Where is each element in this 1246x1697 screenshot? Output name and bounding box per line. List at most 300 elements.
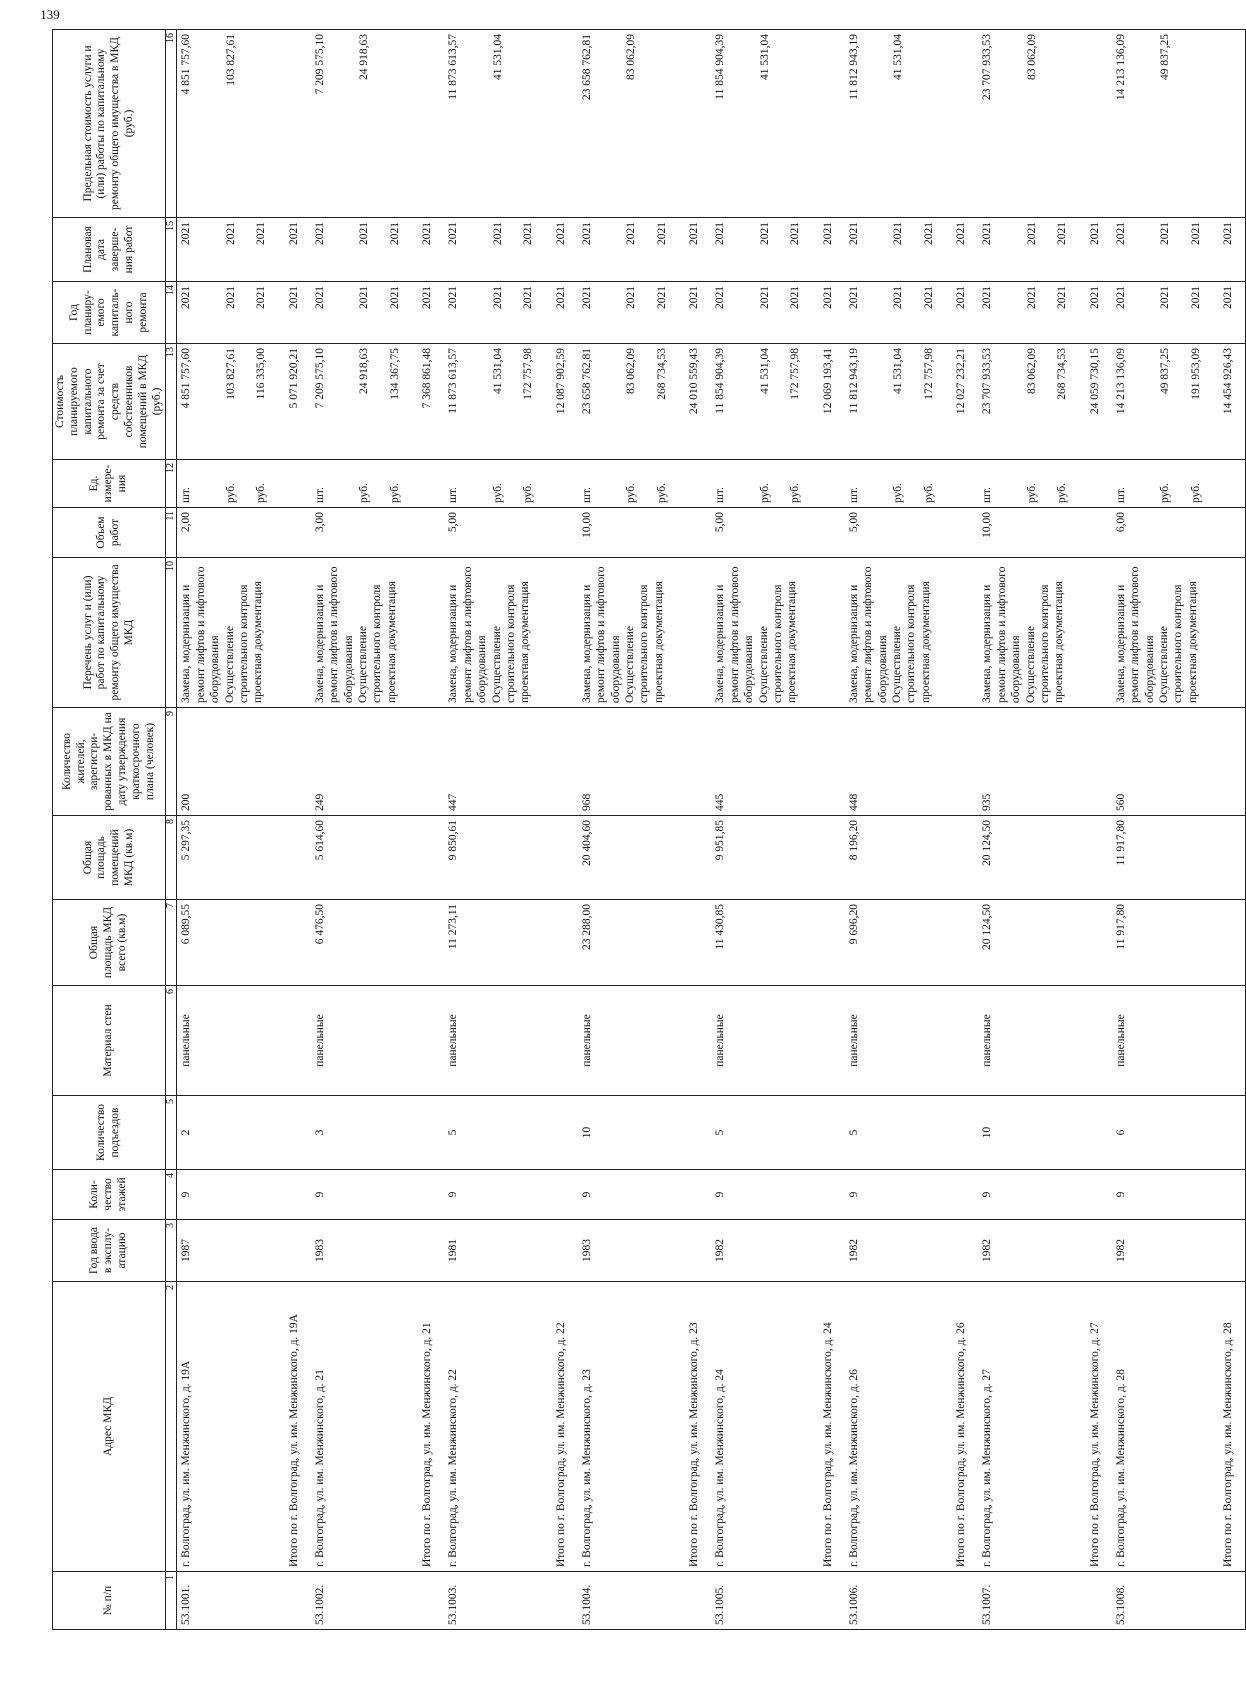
work-volume [491, 512, 505, 553]
total-row [286, 30, 311, 1630]
work-unit-cell [444, 460, 552, 508]
work-year: 2021 [358, 286, 371, 309]
commission-year: 1982 [1112, 1220, 1220, 1282]
empty-cell [953, 900, 978, 986]
work-cost: 23 707 933,53 [981, 348, 994, 415]
total-label: Итого по г. Волгоград, ул. им. Менжинского, д. 26 [953, 1282, 978, 1572]
work-year: 2021 [255, 286, 268, 309]
work-unit: руб. [522, 483, 535, 503]
wall-material: панельные [311, 986, 419, 1096]
empty-cell [820, 460, 845, 508]
work-name: Замена, модернизация и ремонт лифтов и лифтового оборудования [313, 566, 355, 703]
empty-cell [1087, 1220, 1112, 1282]
empty-cell [1087, 558, 1112, 708]
work-name: Замена, модернизация и ремонт лифтов и лифтового оборудования [1114, 566, 1156, 703]
total-label: Итого по г. Волгоград, ул. им. Менжинского, д. 28 [1220, 1282, 1246, 1572]
work-volume [891, 512, 905, 553]
work-limit [655, 34, 669, 213]
work-year: 2021 [1025, 286, 1038, 309]
work-unit-cell [711, 460, 819, 508]
empty-cell [286, 900, 311, 986]
work-year-cell [578, 282, 686, 344]
empty-cell [820, 1170, 845, 1220]
empty-cell [953, 986, 978, 1096]
total-cost: 12 027 232,21 [953, 344, 978, 460]
empty-cell [286, 460, 311, 508]
work-limit: 83 062,09 [625, 34, 638, 80]
residents-count: 249 [311, 708, 419, 816]
total-year: 2021 [820, 282, 845, 344]
work-limit: 23 658 762,81 [580, 34, 593, 101]
area-rooms: 5 614,60 [311, 816, 419, 900]
work-year: 2021 [1114, 286, 1127, 309]
work-limit [1055, 34, 1069, 213]
empty-cell [686, 508, 711, 558]
empty-cell [286, 1096, 311, 1170]
work-date-cell [578, 218, 686, 282]
work-unit: руб. [892, 483, 905, 503]
empty-cell [953, 816, 978, 900]
work-name-cell [578, 558, 686, 708]
work-name: Замена, модернизация и ремонт лифтов и лифтового оборудования [580, 566, 622, 703]
record-address: г. Волгоград, ул. им. Менжинского, д. 24 [711, 1282, 819, 1572]
work-unit: руб. [255, 483, 268, 503]
empty-cell [1087, 900, 1112, 986]
header-cell: Коли-чество этажей [53, 1170, 166, 1220]
empty-cell [419, 1572, 444, 1630]
empty-cell [820, 1572, 845, 1630]
empty-cell [686, 986, 711, 1096]
entrances-count: 5 [444, 1096, 552, 1170]
work-unit-cell [578, 460, 686, 508]
empty-cell [286, 986, 311, 1096]
work-cost: 7 209 575,10 [313, 348, 326, 409]
empty-cell [419, 986, 444, 1096]
work-unit-cell [1112, 460, 1220, 508]
empty-cell [686, 816, 711, 900]
column-number: 6 [166, 986, 177, 1096]
work-cost-cell [311, 344, 419, 460]
wall-material: панельные [845, 986, 953, 1096]
work-unit: шт. [847, 487, 860, 503]
work-name: Осуществление строительного контроля [357, 584, 384, 703]
total-date: 2021 [286, 218, 311, 282]
total-date: 2021 [686, 218, 711, 282]
work-cost-cell [444, 344, 552, 460]
empty-cell [553, 30, 578, 218]
wall-material: панельные [177, 986, 286, 1096]
record-address: г. Волгоград, ул. им. Менжинского, д. 26 [845, 1282, 953, 1572]
work-date-cell [845, 218, 953, 282]
area-rooms: 20 404,60 [578, 816, 686, 900]
work-year: 2021 [1056, 286, 1069, 309]
area-total: 11 430,85 [711, 900, 819, 986]
column-number: 12 [166, 460, 177, 508]
total-date: 2021 [553, 218, 578, 282]
total-label: Итого по г. Волгоград, ул. им. Менжинского, д. 23 [686, 1282, 711, 1572]
empty-cell [553, 1572, 578, 1630]
record-number: 53.1002. [311, 1572, 419, 1630]
work-year: 2021 [625, 286, 638, 309]
area-rooms: 9 850,61 [444, 816, 552, 900]
area-total: 11 917,80 [1112, 900, 1220, 986]
work-year: 2021 [388, 286, 401, 309]
work-name: Замена, модернизация и ремонт лифтов и лифтового оборудования [180, 566, 222, 703]
work-name: проектная документация [519, 581, 532, 703]
total-row [953, 30, 978, 1630]
empty-cell [553, 508, 578, 558]
area-total: 6 089,55 [177, 900, 286, 986]
work-unit: шт. [180, 487, 193, 503]
work-name: Замена, модернизация и ремонт лифтов и лифтового оборудования [981, 566, 1023, 703]
work-limit: 7 209 575,10 [313, 34, 326, 95]
commission-year: 1982 [711, 1220, 819, 1282]
work-volume: 2,00 [180, 512, 193, 533]
total-year: 2021 [686, 282, 711, 344]
empty-cell [553, 900, 578, 986]
page-number: 139 [40, 7, 60, 22]
empty-cell [953, 1572, 978, 1630]
empty-cell [953, 708, 978, 816]
work-date-cell [711, 218, 819, 282]
work-unit: руб. [625, 483, 638, 503]
work-year-cell [1112, 282, 1220, 344]
work-limit: 4 851 757,60 [180, 34, 193, 95]
table-body [177, 30, 1246, 1630]
empty-cell [1220, 1572, 1246, 1630]
empty-cell [286, 708, 311, 816]
work-year-cell [845, 282, 953, 344]
work-volume: 5,00 [847, 512, 860, 533]
work-date-cell [978, 218, 1086, 282]
work-year: 2021 [758, 286, 771, 309]
empty-cell [419, 708, 444, 816]
work-name-cell [444, 558, 552, 708]
total-row [1220, 30, 1246, 1630]
wall-material: панельные [1112, 986, 1220, 1096]
total-cost: 7 368 861,48 [419, 344, 444, 460]
work-volume: 10,00 [981, 512, 994, 538]
work-cost: 103 827,61 [224, 348, 237, 400]
record-number: 53.1004. [578, 1572, 686, 1630]
empty-cell [419, 30, 444, 218]
floors-count: 9 [444, 1170, 552, 1220]
work-date: 2021 [388, 222, 401, 245]
work-date-cell [1112, 218, 1220, 282]
empty-cell [553, 558, 578, 708]
table-row [177, 30, 286, 1630]
total-cost: 12 069 193,41 [820, 344, 845, 460]
work-limit: 11 812 943,19 [847, 34, 860, 100]
area-rooms: 9 951,85 [711, 816, 819, 900]
area-rooms: 8 196,20 [845, 816, 953, 900]
empty-cell [1220, 1220, 1246, 1282]
work-date: 2021 [655, 222, 668, 245]
header-cell: Год ввода в эксплу-атацию [53, 1220, 166, 1282]
work-date: 2021 [625, 222, 638, 245]
work-name: Осуществление строительного контроля [624, 584, 651, 703]
work-volume [921, 512, 935, 553]
work-limit-cell [578, 30, 686, 218]
column-number: 8 [166, 816, 177, 900]
empty-cell [1220, 30, 1246, 218]
work-unit: шт. [981, 487, 994, 503]
work-cost: 49 837,25 [1159, 348, 1172, 394]
empty-cell [553, 1096, 578, 1170]
area-rooms: 11 917,80 [1112, 816, 1220, 900]
empty-cell [820, 1220, 845, 1282]
empty-cell [686, 900, 711, 986]
entrances-count: 5 [845, 1096, 953, 1170]
work-unit-cell [311, 460, 419, 508]
work-year: 2021 [580, 286, 593, 309]
work-cost: 116 335,00 [255, 348, 268, 400]
empty-cell [286, 1220, 311, 1282]
floors-count: 9 [578, 1170, 686, 1220]
work-volume-cell [711, 508, 819, 558]
work-name: Замена, модернизация и ремонт лифтов и лифтового оборудования [447, 566, 489, 703]
table-row [444, 30, 552, 1630]
empty-cell [686, 1572, 711, 1630]
empty-cell [820, 816, 845, 900]
work-name-cell [1112, 558, 1220, 708]
total-label: Итого по г. Волгоград, ул. им. Менжинского, д. 19А [286, 1282, 311, 1572]
work-cost: 23 658 762,81 [580, 348, 593, 415]
work-cost-cell [578, 344, 686, 460]
work-cost-cell [177, 344, 286, 460]
area-total: 23 288,00 [578, 900, 686, 986]
empty-cell [286, 1170, 311, 1220]
work-limit-cell [311, 30, 419, 218]
work-name: Замена, модернизация и ремонт лифтов и лифтового оборудования [847, 566, 889, 703]
work-limit-cell [845, 30, 953, 218]
work-name: проектная документация [919, 581, 932, 703]
empty-cell [686, 558, 711, 708]
work-cost: 134 367,75 [388, 348, 401, 400]
total-year: 2021 [1220, 282, 1246, 344]
header-cell: Адрес МКД [53, 1282, 166, 1572]
work-limit [788, 34, 802, 213]
total-label: Итого по г. Волгоград, ул. им. Менжинского, д. 21 [419, 1282, 444, 1572]
work-limit [521, 34, 535, 213]
empty-cell [1087, 1096, 1112, 1170]
work-volume [654, 512, 668, 553]
work-year-cell [177, 282, 286, 344]
empty-cell [820, 508, 845, 558]
work-unit: шт. [580, 487, 593, 503]
work-name: проектная документация [1186, 581, 1199, 703]
work-date: 2021 [789, 222, 802, 245]
empty-cell [419, 1096, 444, 1170]
work-volume-cell [311, 508, 419, 558]
work-limit: 103 827,61 [224, 34, 237, 86]
column-number: 13 [166, 344, 177, 460]
empty-cell [1220, 816, 1246, 900]
column-number: 10 [166, 558, 177, 708]
empty-cell [820, 1096, 845, 1170]
work-year: 2021 [892, 286, 905, 309]
empty-cell [553, 1220, 578, 1282]
header-cell: Предельная стоимость услуги и (или) работы по капитальному ремонту общего имущества в МКД (руб.) [53, 30, 166, 218]
total-date: 2021 [419, 218, 444, 282]
header-cell: Объем работ [53, 508, 166, 558]
work-date: 2021 [491, 222, 504, 245]
work-name: Осуществление строительного контроля [1024, 584, 1051, 703]
header-cell: Ед. измере-ния [53, 460, 166, 508]
empty-cell [286, 558, 311, 708]
work-limit: 41 531,04 [892, 34, 905, 80]
record-address: г. Волгоград, ул. им. Менжинского, д. 21 [311, 1282, 419, 1572]
column-number: 2 [166, 1282, 177, 1572]
work-unit: руб. [655, 483, 668, 503]
record-address: г. Волгоград, ул. им. Менжинского, д. 27 [978, 1282, 1086, 1572]
residents-count: 935 [978, 708, 1086, 816]
total-label: Итого по г. Волгоград, ул. им. Менжинского, д. 22 [553, 1282, 578, 1572]
work-cost: 41 531,04 [491, 348, 504, 394]
total-date: 2021 [820, 218, 845, 282]
work-limit: 23 707 933,53 [981, 34, 994, 101]
total-date: 2021 [1220, 218, 1246, 282]
work-volume [357, 512, 371, 553]
work-date: 2021 [847, 222, 860, 245]
floors-count: 9 [845, 1170, 953, 1220]
work-limit [388, 34, 402, 213]
work-volume-cell [845, 508, 953, 558]
work-unit: руб. [922, 483, 935, 503]
work-unit: руб. [224, 483, 237, 503]
area-rooms: 20 124,50 [978, 816, 1086, 900]
work-unit: руб. [758, 483, 771, 503]
residents-count: 560 [1112, 708, 1220, 816]
empty-cell [1220, 900, 1246, 986]
empty-cell [686, 30, 711, 218]
work-volume [1158, 512, 1172, 553]
work-cost: 172 757,98 [922, 348, 935, 400]
work-volume [1055, 512, 1069, 553]
work-unit-cell [845, 460, 953, 508]
work-date: 2021 [313, 222, 326, 245]
work-name: Осуществление строительного контроля [1158, 584, 1185, 703]
empty-cell [953, 1170, 978, 1220]
work-limit: 41 531,04 [491, 34, 504, 80]
work-unit: шт. [313, 487, 326, 503]
record-number: 53.1003. [444, 1572, 552, 1630]
work-volume-cell [444, 508, 552, 558]
total-row [686, 30, 711, 1630]
area-total: 11 273,11 [444, 900, 552, 986]
rotated-table-container [52, 30, 1234, 1630]
empty-cell [1220, 1096, 1246, 1170]
work-cost: 172 757,98 [789, 348, 802, 400]
empty-cell [686, 708, 711, 816]
entrances-count: 6 [1112, 1096, 1220, 1170]
work-cost: 83 062,09 [625, 348, 638, 394]
header-cell: Количество подъездов [53, 1096, 166, 1170]
floors-count: 9 [711, 1170, 819, 1220]
header-cell: Год планиру-емого капиталь-ного ремонта [53, 282, 166, 344]
work-volume-cell [978, 508, 1086, 558]
commission-year: 1982 [845, 1220, 953, 1282]
record-number: 53.1005. [711, 1572, 819, 1630]
record-number: 53.1007. [978, 1572, 1086, 1630]
work-year-cell [444, 282, 552, 344]
empty-cell [1220, 1170, 1246, 1220]
empty-cell [419, 816, 444, 900]
column-number: 1 [166, 1572, 177, 1630]
work-name: Осуществление строительного контроля [490, 584, 517, 703]
work-date: 2021 [224, 222, 237, 245]
entrances-count: 5 [711, 1096, 819, 1170]
work-limit-cell [711, 30, 819, 218]
work-volume [624, 512, 638, 553]
empty-cell [686, 1220, 711, 1282]
table-row [311, 30, 419, 1630]
total-date: 2021 [1087, 218, 1112, 282]
work-year: 2021 [491, 286, 504, 309]
work-name: проектная документация [385, 581, 398, 703]
record-address: г. Волгоград, ул. им. Менжинского, д. 28 [1112, 1282, 1220, 1572]
work-unit-cell [177, 460, 286, 508]
empty-cell [553, 1170, 578, 1220]
work-unit: руб. [388, 483, 401, 503]
work-date: 2021 [1114, 222, 1127, 245]
total-label: Итого по г. Волгоград, ул. им. Менжинского, д. 27 [1087, 1282, 1112, 1572]
total-cost: 24 059 730,15 [1087, 344, 1112, 460]
work-date: 2021 [1025, 222, 1038, 245]
empty-cell [820, 30, 845, 218]
work-year-cell [711, 282, 819, 344]
work-year: 2021 [447, 286, 460, 309]
work-date: 2021 [892, 222, 905, 245]
empty-cell [1087, 816, 1112, 900]
work-cost: 11 873 613,57 [447, 348, 460, 414]
header-cell: Перечень услуг и (или) работ по капитальному ремонту общего имущества МКД [53, 558, 166, 708]
floors-count: 9 [978, 1170, 1086, 1220]
table-row [1112, 30, 1220, 1630]
work-date-cell [444, 218, 552, 282]
floors-count: 9 [311, 1170, 419, 1220]
work-cost: 24 918,63 [358, 348, 371, 394]
empty-cell [953, 508, 978, 558]
commission-year: 1987 [177, 1220, 286, 1282]
work-year: 2021 [313, 286, 326, 309]
work-volume: 6,00 [1114, 512, 1127, 533]
work-date-cell [311, 218, 419, 282]
work-cost: 83 062,09 [1025, 348, 1038, 394]
work-year: 2021 [981, 286, 994, 309]
work-volume: 3,00 [313, 512, 326, 533]
work-name-cell [845, 558, 953, 708]
work-date: 2021 [1159, 222, 1172, 245]
column-number: 3 [166, 1220, 177, 1282]
empty-cell [1220, 508, 1246, 558]
work-volume [224, 512, 238, 553]
wall-material: панельные [578, 986, 686, 1096]
table-row [845, 30, 953, 1630]
empty-cell [553, 986, 578, 1096]
wall-material: панельные [711, 986, 819, 1096]
work-date: 2021 [714, 222, 727, 245]
floors-count: 9 [1112, 1170, 1220, 1220]
total-cost: 24 010 559,43 [686, 344, 711, 460]
empty-cell [686, 1096, 711, 1170]
empty-cell [553, 460, 578, 508]
empty-cell [820, 708, 845, 816]
entrances-count: 3 [311, 1096, 419, 1170]
empty-cell [820, 558, 845, 708]
empty-cell [1220, 708, 1246, 816]
total-cost: 12 087 902,59 [553, 344, 578, 460]
